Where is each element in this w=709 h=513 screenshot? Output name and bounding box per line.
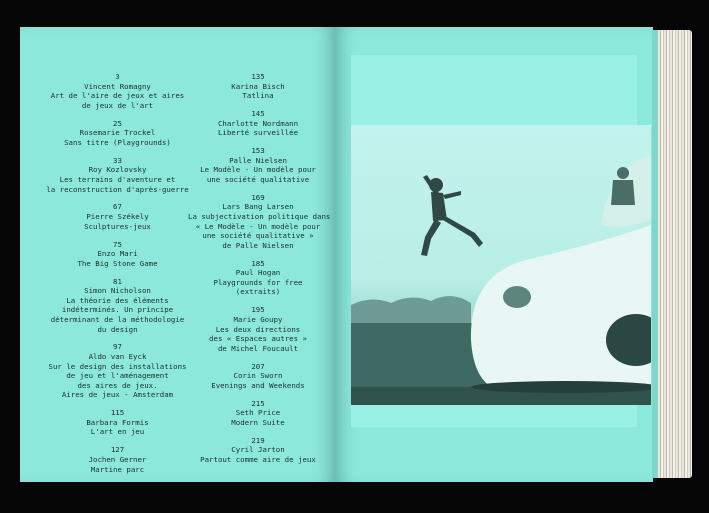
toc-title-line: de Palle Nielsen	[222, 240, 294, 250]
toc-title-line: La théorie des éléments	[66, 295, 169, 305]
toc-title-line: La subjectivation politique dans	[188, 212, 331, 222]
toc-title-line: des aires de jeux.	[77, 380, 158, 390]
toc-title-line: de jeux de l'art	[81, 100, 154, 110]
toc-page-number: 75	[113, 239, 122, 249]
toc-page-number: 97	[113, 342, 122, 352]
jumping-child	[421, 175, 483, 256]
toc-author: Barbara Formis	[86, 417, 149, 427]
toc-page-number: 33	[113, 155, 122, 165]
toc-title-line: Les deux directions	[215, 324, 301, 334]
toc-entry	[188, 109, 328, 138]
tree-line	[351, 296, 471, 325]
toc-title-line: Liberté surveillée	[217, 128, 299, 138]
page-block-edges	[652, 30, 692, 478]
toc-title-line: de jeu et l'aménagement	[66, 371, 169, 381]
toc-author: Palle Nielsen	[229, 155, 287, 165]
toc-title-line: Aires de jeux - Amsterdam	[61, 390, 174, 400]
toc-entry	[45, 408, 190, 437]
toc-author: Enzo Mari	[97, 249, 138, 259]
toc-entry	[45, 202, 190, 231]
toc-title-line: Les terrains d'aventure et	[59, 174, 176, 184]
toc-title-line: « Le Modèle - Un modèle pour	[195, 221, 321, 231]
toc-page-number: 219	[251, 435, 265, 445]
toc-title-line: Art de l'aire de jeux et aires	[50, 91, 185, 101]
toc-title-line: Modern Suite	[231, 417, 285, 427]
toc-page-number: 81	[113, 276, 122, 286]
toc-page-number: 127	[110, 445, 125, 455]
toc-title-line: du design	[97, 324, 138, 334]
toc-title-line: Le Modèle - Un modèle pour	[200, 165, 316, 175]
toc-title-line: Evenings and Weekends	[211, 380, 305, 390]
toc-entry	[45, 72, 190, 110]
toc-author: Aldo van Eyck	[88, 352, 147, 362]
toc-author: Cyril Jarton	[231, 445, 285, 455]
toc-author: Roy Kozlovsky	[88, 165, 147, 175]
toc-page-number: 215	[251, 398, 265, 408]
toc-title-line: la reconstruction d'après-guerre	[46, 184, 189, 194]
toc-title-line: Sur le design des installations	[48, 361, 187, 371]
toc-column-right	[188, 72, 331, 473]
sculpture-hole-small	[503, 286, 531, 308]
toc-title-line: indéterminés. Un principe	[61, 305, 174, 315]
toc-author: Lars Bang Larsen	[222, 202, 294, 212]
toc-entry	[188, 305, 328, 353]
toc-page-number: 145	[251, 109, 265, 119]
toc-page-number: 25	[113, 118, 122, 128]
toc-author: Rosemarie Trockel	[79, 128, 156, 138]
toc-author: Vincent Romagny	[84, 81, 151, 91]
toc-title-line: Sans titre (Playgrounds)	[64, 137, 171, 147]
toc-entry	[188, 399, 328, 428]
toc-page-number: 67	[113, 202, 122, 212]
toc-page-number: 195	[251, 305, 265, 315]
toc-column-left	[45, 72, 190, 482]
toc-title-line: (extraits)	[235, 287, 281, 297]
left-page	[20, 27, 335, 482]
toc-title-line: une société qualitative »	[202, 231, 314, 241]
toc-page-number: 169	[251, 192, 265, 202]
toc-entry	[45, 342, 190, 400]
toc-author: Marie Goupy	[233, 314, 283, 324]
toc-title-line: The Big Stone Game	[77, 258, 158, 268]
toc-page-number: 207	[251, 361, 265, 371]
page-edge-teal-strip	[652, 30, 658, 478]
toc-title-line: L'art en jeu	[90, 427, 145, 437]
toc-author: Corin Sworn	[233, 371, 283, 381]
toc-title-line: Partout comme aire de jeux	[200, 454, 316, 464]
toc-title-line: de Michel Foucault	[217, 343, 299, 353]
toc-entry	[45, 156, 190, 194]
toc-page-number: 185	[251, 258, 265, 268]
toc-page-number: 115	[110, 408, 125, 418]
toc-page-number: 153	[251, 146, 265, 156]
playground-photo-drawing	[351, 125, 651, 405]
toc-title-line: une société qualitative	[206, 174, 310, 184]
toc-title-line: Sculptures-jeux	[84, 221, 151, 231]
toc-title-line: déterminant de la méthodologie	[50, 314, 185, 324]
toc-author: Charlotte Nordmann	[217, 118, 299, 128]
toc-entry	[188, 146, 328, 184]
toc-entry	[188, 436, 328, 465]
toc-page-number: 135	[251, 72, 265, 81]
right-page	[335, 27, 653, 482]
toc-author: Simon Nicholson	[84, 286, 151, 296]
toc-entry	[45, 445, 190, 474]
toc-entry	[45, 119, 190, 148]
toc-entry	[188, 362, 328, 391]
toc-author: Jochen Gerner	[88, 454, 147, 464]
toc-author: Karina Bisch	[231, 81, 285, 91]
toc-author: Pierre Székely	[86, 212, 149, 222]
toc-entry	[45, 240, 190, 269]
toc-author: Paul Hogan	[235, 268, 281, 278]
toc-entry	[188, 72, 328, 101]
toc-title-line: des « Espaces autres »	[209, 334, 307, 344]
toc-entry	[188, 259, 328, 297]
toc-title-line: Martine parc	[90, 464, 145, 474]
toc-entry	[45, 277, 190, 335]
playground-photo	[351, 125, 651, 405]
toc-title-line: Playgrounds for free	[213, 277, 303, 287]
toc-page-number: 3	[115, 72, 120, 81]
toc-entry	[188, 192, 331, 251]
toc-title-line: Tatlina	[242, 91, 274, 101]
toc-author: Seth Price	[235, 408, 281, 418]
